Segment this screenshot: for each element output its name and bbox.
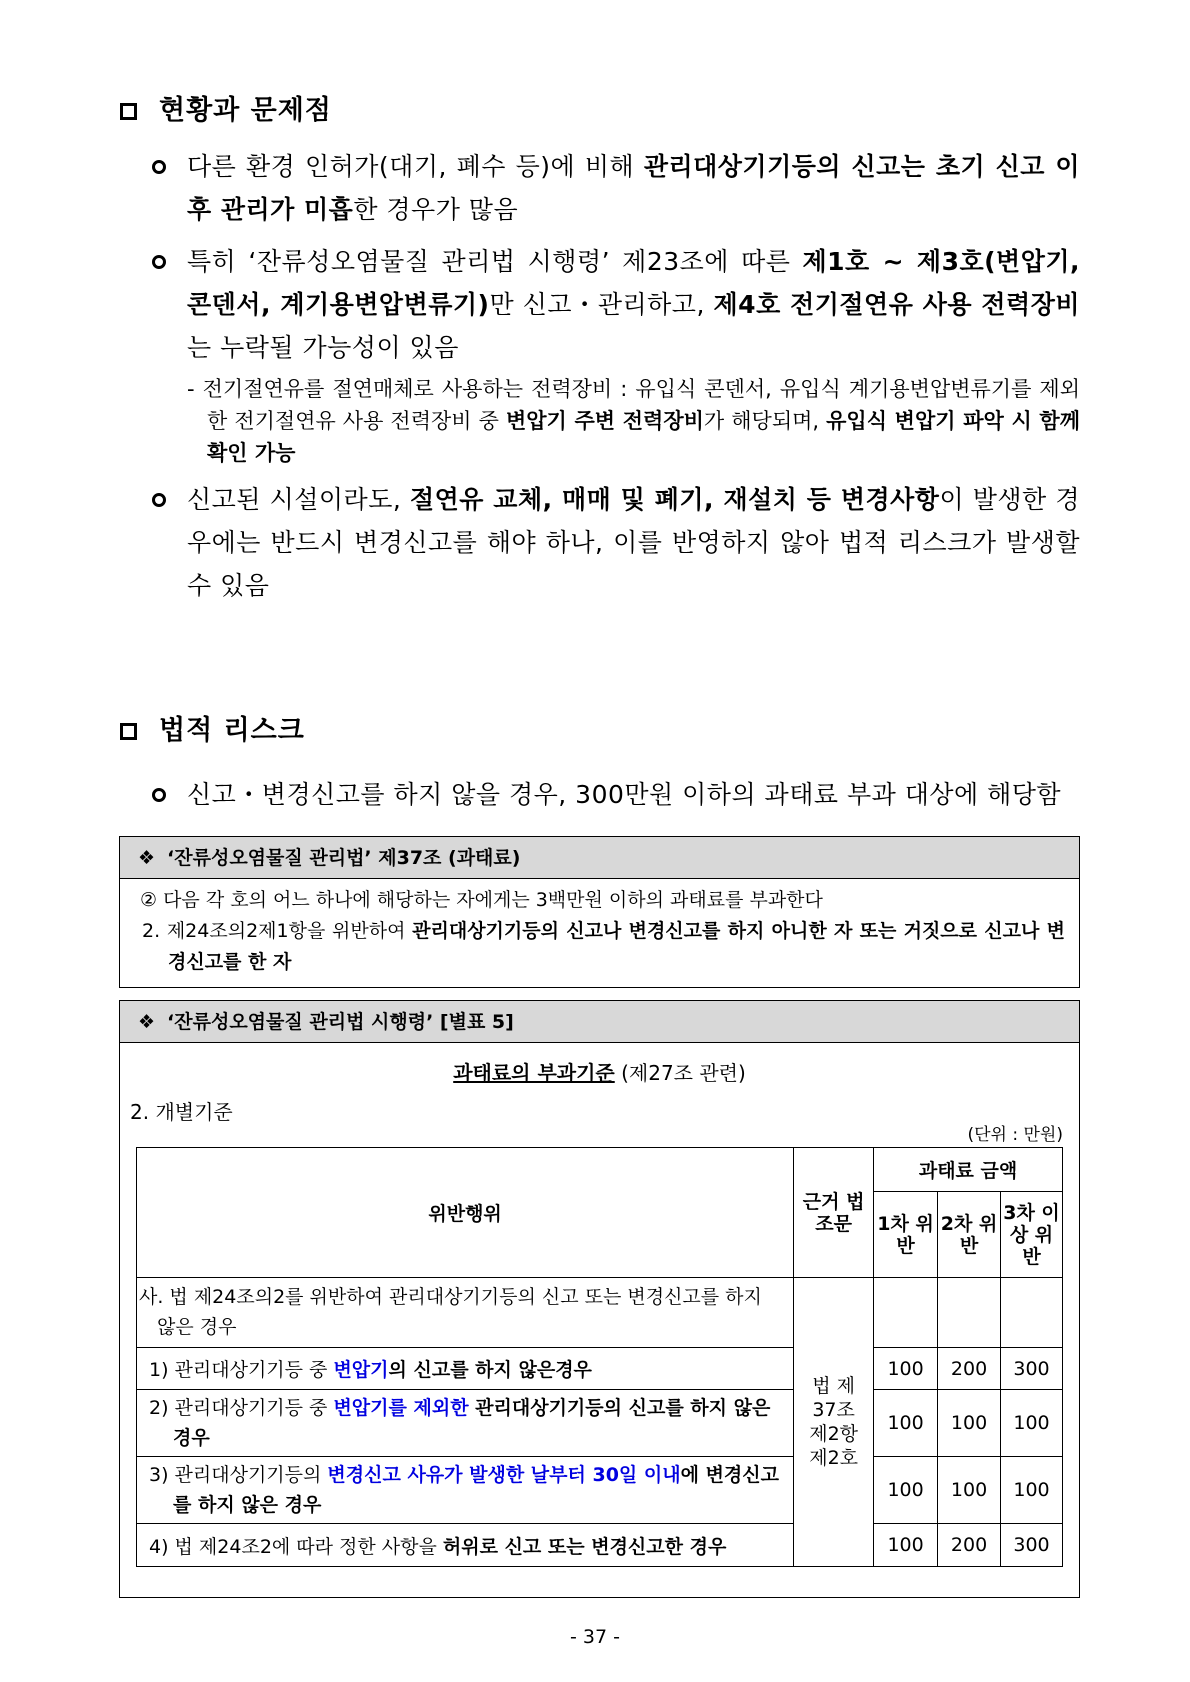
table-row-category: 사. 법 제24조의2를 위반하여 관리대상기기등의 신고 또는 변경신고를 하지 않은 경우 [137,1278,794,1348]
fine-1st: 100 [874,1390,938,1457]
bullet-2-text: 특히 ‘잔류성오염물질 관리법 시행령’ 제23조에 따른 제1호 ~ 제3호(변압기, 콘덴서, 계기용변압변류기)만 신고・관리하고, 제4호 전기절연유 사용 전력장비는 누락될 가능성이 있음 [187,247,1081,362]
section-title-legal-risk: 법적 리스크 [120,708,305,747]
table-row-4: 4) 법 제24조2에 따라 정한 사항을 허위로 신고 또는 변경신고한 경우 [137,1524,794,1567]
law-item-2: 2. 제24조의2제1항을 위반하여 관리대상기기등의 신고나 변경신고를 하지 아니한 자 또는 거짓으로 신고나 변경신고를 한 자 [142,920,1065,973]
header-3rd: 3차 이상 위반 [1001,1192,1063,1278]
law-paragraph-2: ② 다음 각 호의 어느 하나에 해당하는 자에게는 3백만원 이하의 과태료를 부과한다 [140,889,823,911]
bullet-3 [150,478,1080,607]
law-box-body [120,879,1079,984]
table-row-1: 1) 관리대상기기등 중 변압기의 신고를 하지 않은경우 [137,1348,794,1390]
checkbox-square-icon [120,723,137,740]
sub-note: - 전기절연유를 절연매체로 사용하는 전력장비 : 유입식 콘덴서, 유입식 계기용변압변류기를 제외한 전기절연유 사용 전력장비 중 변압기 주변 전력장비가 해당되며, 유입식 변압기 파악 시 함께 확인 가능 [187,377,1081,465]
risk-bullet [150,773,1080,816]
diamond-bullet-icon: ❖ [138,847,156,869]
header-1st: 1차 위반 [874,1192,938,1278]
fine-1st: 100 [874,1524,938,1567]
empty-cell [874,1278,938,1348]
fine-2nd: 200 [938,1348,1001,1390]
fine-1st: 100 [874,1457,938,1524]
circle-bullet-icon [152,255,166,269]
fine-3rd: 100 [1001,1457,1063,1524]
law-reference: 법 제37조 제2항 제2호 [794,1278,874,1567]
decree-subtitle: 과태료의 부과기준 (제27조 관련) [453,1061,746,1085]
risk-bullet-text: 신고・변경신고를 하지 않을 경우, 300만원 이하의 과태료 부과 대상에 해당함 [187,780,1062,809]
section-label: 2. 개별기준 [130,1100,233,1124]
checkbox-square-icon [120,103,137,120]
page-number: - 37 - [570,1626,620,1648]
fine-3rd: 100 [1001,1390,1063,1457]
table-row-3: 3) 관리대상기기등의 변경신고 사유가 발생한 날부터 30일 이내에 변경신고를 하지 않은 경우 [137,1457,794,1524]
fine-2nd: 100 [938,1390,1001,1457]
header-law: 근거 법조문 [794,1148,874,1278]
bullet-3-text: 신고된 시설이라도, 절연유 교체, 매매 및 폐기, 재설치 등 변경사항이 발생한 경우에는 반드시 변경신고를 해야 하나, 이를 반영하지 않아 법적 리스크가 발생할 수 있음 [187,485,1080,600]
fine-2nd: 100 [938,1457,1001,1524]
fine-1st: 100 [874,1348,938,1390]
decree-box-annex5 [119,1000,1080,1598]
header-violation: 위반행위 [137,1148,794,1278]
fine-2nd: 200 [938,1524,1001,1567]
fine-3rd: 300 [1001,1524,1063,1567]
bullet-1 [150,145,1080,231]
header-amount: 과태료 금액 [874,1148,1063,1192]
table-row-2: 2) 관리대상기기등 중 변압기를 제외한 관리대상기기등의 신고를 하지 않은 경우 [137,1390,794,1457]
unit-label: (단위 : 만원) [967,1125,1063,1145]
empty-cell [938,1278,1001,1348]
circle-bullet-icon [152,160,166,174]
bullet-2 [150,240,1080,369]
decree-box-header: ❖ ‘잔류성오염물질 관리법 시행령’ [별표 5] [120,1001,1079,1043]
section-title-status: 현황과 문제점 [120,88,332,127]
fine-3rd: 300 [1001,1348,1063,1390]
bullet-1-text: 다른 환경 인허가(대기, 폐수 등)에 비해 관리대상기기등의 신고는 초기 신고 이후 관리가 미흡한 경우가 많음 [187,152,1081,224]
fine-table [136,1147,1063,1567]
law-box-header: ❖ ‘잔류성오염물질 관리법’ 제37조 (과태료) [120,837,1079,879]
empty-cell [1001,1278,1063,1348]
circle-bullet-icon [152,788,166,802]
diamond-bullet-icon: ❖ [138,1011,156,1033]
circle-bullet-icon [152,493,166,507]
header-2nd: 2차 위반 [938,1192,1001,1278]
law-box-article37 [119,836,1080,988]
